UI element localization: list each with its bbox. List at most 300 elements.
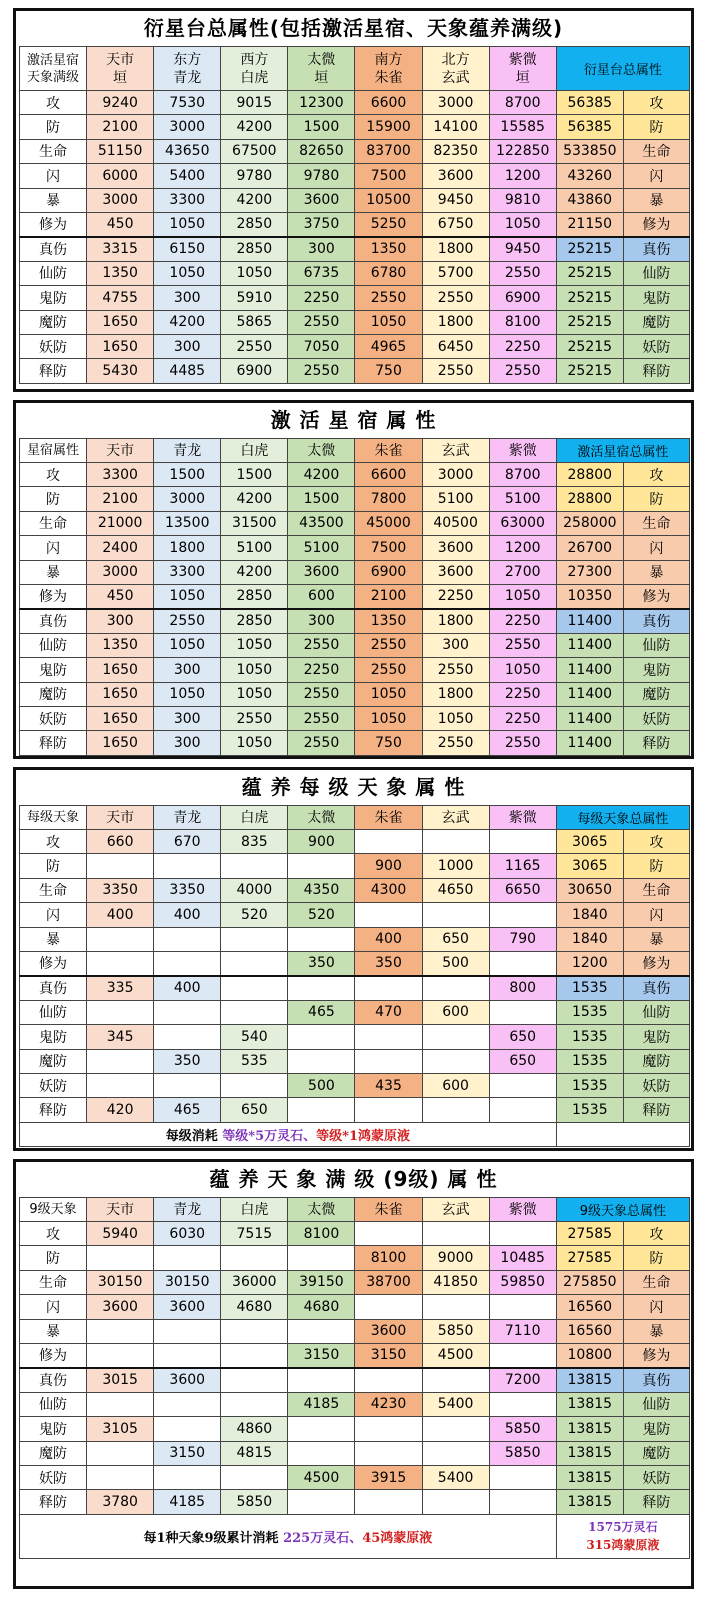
cell-taiwei bbox=[288, 1246, 355, 1270]
cell-zhuque: 15900 bbox=[355, 115, 422, 139]
row-label: 仙防 bbox=[20, 261, 87, 285]
cell-zhuque: 2550 bbox=[355, 286, 422, 310]
total-label: 暴 bbox=[623, 927, 689, 951]
total-value: 11400 bbox=[556, 731, 623, 755]
cell-tianshi: 1350 bbox=[87, 633, 154, 657]
column-header-line: 朱雀 bbox=[374, 442, 403, 459]
cell-zhuque: 900 bbox=[355, 854, 422, 878]
cell-xuanwu bbox=[422, 1490, 489, 1514]
cell-qinglong bbox=[154, 1246, 221, 1270]
cell-taiwei: 7050 bbox=[288, 334, 355, 358]
cell-qinglong: 3600 bbox=[154, 1368, 221, 1392]
cell-taiwei: 350 bbox=[288, 951, 355, 975]
total-label: 暴 bbox=[623, 560, 689, 584]
cell-qinglong: 1050 bbox=[154, 633, 221, 657]
table-row bbox=[20, 658, 690, 682]
corner-header-line: 9级天象 bbox=[29, 1202, 77, 1217]
cell-xuanwu: 2550 bbox=[422, 731, 489, 755]
cell-qinglong: 1050 bbox=[154, 261, 221, 285]
section-title: 衍星台总属性(包括激活星宿、天象蕴养满级) bbox=[143, 16, 564, 40]
section-title: 激 活 星 宿 属 性 bbox=[270, 408, 437, 432]
total-label: 真伤 bbox=[623, 237, 689, 261]
cell-taiwei bbox=[288, 854, 355, 878]
cell-xuanwu: 650 bbox=[422, 927, 489, 951]
cell-ziwei: 790 bbox=[489, 927, 556, 951]
row-label: 鬼防 bbox=[20, 286, 87, 310]
row-label: 修为 bbox=[20, 951, 87, 975]
column-header-tianshi bbox=[87, 439, 154, 463]
column-header-zhuque bbox=[355, 1198, 422, 1222]
cell-tianshi: 51150 bbox=[87, 139, 154, 163]
cell-tianshi: 1650 bbox=[87, 658, 154, 682]
total-value: 13815 bbox=[556, 1368, 623, 1392]
column-header-xuanwu bbox=[422, 47, 489, 91]
row-label: 生命 bbox=[20, 511, 87, 535]
cell-baihu: 5910 bbox=[221, 286, 288, 310]
cell-zhuque: 350 bbox=[355, 951, 422, 975]
cell-baihu: 5865 bbox=[221, 310, 288, 334]
cell-ziwei: 8100 bbox=[489, 310, 556, 334]
row-label: 暴 bbox=[20, 927, 87, 951]
total-value: 11400 bbox=[556, 658, 623, 682]
cell-zhuque: 3150 bbox=[355, 1343, 422, 1367]
column-header-zhuque bbox=[355, 439, 422, 463]
cell-xuanwu bbox=[422, 1222, 489, 1246]
corner-header bbox=[20, 439, 87, 463]
cell-xuanwu: 41850 bbox=[422, 1270, 489, 1294]
sum-header-label: 激活星宿总属性 bbox=[577, 445, 669, 460]
table-row bbox=[20, 1343, 690, 1367]
table-row bbox=[20, 584, 690, 608]
cell-taiwei bbox=[288, 976, 355, 1000]
cell-qinglong bbox=[154, 1343, 221, 1367]
total-value: 10350 bbox=[556, 584, 623, 608]
row-label: 闪 bbox=[20, 536, 87, 560]
cell-ziwei: 2550 bbox=[489, 633, 556, 657]
cell-qinglong: 4200 bbox=[154, 310, 221, 334]
cell-zhuque: 2550 bbox=[355, 633, 422, 657]
cell-zhuque: 1050 bbox=[355, 310, 422, 334]
cell-qinglong: 1050 bbox=[154, 212, 221, 236]
cell-zhuque: 6780 bbox=[355, 261, 422, 285]
cell-qinglong bbox=[154, 1073, 221, 1097]
cell-ziwei: 6650 bbox=[489, 878, 556, 902]
cell-qinglong bbox=[154, 1319, 221, 1343]
cell-tianshi: 3315 bbox=[87, 237, 154, 261]
total-value: 13815 bbox=[556, 1465, 623, 1489]
footer-row bbox=[20, 1122, 690, 1146]
attribute-table bbox=[19, 1197, 690, 1559]
cell-xuanwu: 9450 bbox=[422, 188, 489, 212]
cost-total bbox=[556, 1122, 689, 1146]
cell-tianshi: 3000 bbox=[87, 560, 154, 584]
column-header-qinglong bbox=[154, 439, 221, 463]
cell-tianshi bbox=[87, 927, 154, 951]
cell-taiwei: 2250 bbox=[288, 286, 355, 310]
total-value: 25215 bbox=[556, 359, 623, 383]
cell-baihu: 650 bbox=[221, 1098, 288, 1122]
cell-baihu: 2550 bbox=[221, 706, 288, 730]
total-label: 攻 bbox=[623, 1222, 689, 1246]
cell-xuanwu: 5400 bbox=[422, 1392, 489, 1416]
cell-baihu: 4200 bbox=[221, 487, 288, 511]
sum-header-label: 每级天象总属性 bbox=[577, 812, 669, 827]
column-header-line: 朱雀 bbox=[374, 1201, 403, 1218]
cell-taiwei: 600 bbox=[288, 584, 355, 608]
cell-ziwei: 5100 bbox=[489, 487, 556, 511]
cell-xuanwu: 3000 bbox=[422, 463, 489, 487]
cell-xuanwu: 500 bbox=[422, 951, 489, 975]
column-header-ziwei bbox=[489, 806, 556, 830]
cell-xuanwu: 6450 bbox=[422, 334, 489, 358]
total-label: 妖防 bbox=[623, 706, 689, 730]
total-label: 防 bbox=[623, 854, 689, 878]
total-value: 11400 bbox=[556, 682, 623, 706]
cell-taiwei: 8100 bbox=[288, 1222, 355, 1246]
column-header-line: 南方 bbox=[374, 51, 403, 68]
header-row bbox=[20, 1198, 690, 1222]
cell-qinglong: 4485 bbox=[154, 359, 221, 383]
cell-tianshi: 1650 bbox=[87, 682, 154, 706]
column-header-line: 垣 bbox=[515, 69, 530, 86]
cell-taiwei: 4200 bbox=[288, 463, 355, 487]
cell-baihu: 1050 bbox=[221, 633, 288, 657]
cell-ziwei: 5850 bbox=[489, 1441, 556, 1465]
column-header-line: 垣 bbox=[314, 69, 329, 86]
cell-taiwei: 3600 bbox=[288, 560, 355, 584]
total-lingshi: 1575万灵石 bbox=[588, 1520, 658, 1535]
cell-qinglong: 3000 bbox=[154, 115, 221, 139]
row-label: 鬼防 bbox=[20, 1025, 87, 1049]
cell-zhuque bbox=[355, 1490, 422, 1514]
cell-taiwei bbox=[288, 1049, 355, 1073]
total-label: 攻 bbox=[623, 830, 689, 854]
cell-baihu bbox=[221, 1073, 288, 1097]
column-header-line: 天市 bbox=[106, 442, 135, 459]
cell-zhuque: 3915 bbox=[355, 1465, 422, 1489]
total-value: 11400 bbox=[556, 706, 623, 730]
cell-qinglong: 300 bbox=[154, 334, 221, 358]
cost-note bbox=[20, 1122, 557, 1146]
cell-ziwei bbox=[489, 1295, 556, 1319]
cell-xuanwu: 2550 bbox=[422, 359, 489, 383]
cell-tianshi bbox=[87, 1000, 154, 1024]
cell-xuanwu: 9000 bbox=[422, 1246, 489, 1270]
table-row bbox=[20, 261, 690, 285]
table-row bbox=[20, 212, 690, 236]
attribute-table bbox=[19, 805, 690, 1147]
total-value: 1535 bbox=[556, 1049, 623, 1073]
cell-baihu: 540 bbox=[221, 1025, 288, 1049]
cell-taiwei: 2550 bbox=[288, 682, 355, 706]
cell-zhuque: 400 bbox=[355, 927, 422, 951]
cell-taiwei bbox=[288, 1319, 355, 1343]
total-label: 暴 bbox=[623, 188, 689, 212]
cell-xuanwu: 4500 bbox=[422, 1343, 489, 1367]
column-header-xuanwu bbox=[422, 806, 489, 830]
total-label: 仙防 bbox=[623, 633, 689, 657]
total-value: 1535 bbox=[556, 1073, 623, 1097]
column-header-xuanwu bbox=[422, 439, 489, 463]
cell-xuanwu: 3600 bbox=[422, 536, 489, 560]
column-header-line: 朱雀 bbox=[374, 69, 403, 86]
row-label: 释防 bbox=[20, 359, 87, 383]
column-header-zhuque bbox=[355, 47, 422, 91]
sum-header bbox=[556, 806, 689, 830]
row-label: 防 bbox=[20, 115, 87, 139]
cell-tianshi: 30150 bbox=[87, 1270, 154, 1294]
corner-header-line: 激活星宿 bbox=[27, 52, 80, 68]
column-header-line: 紫微 bbox=[508, 51, 537, 68]
cell-xuanwu: 3600 bbox=[422, 164, 489, 188]
column-header-taiwei bbox=[288, 1198, 355, 1222]
total-label: 攻 bbox=[623, 91, 689, 115]
cell-ziwei: 6900 bbox=[489, 286, 556, 310]
cell-xuanwu: 1000 bbox=[422, 854, 489, 878]
cell-zhuque: 750 bbox=[355, 731, 422, 755]
cell-ziwei bbox=[489, 1222, 556, 1246]
cell-zhuque bbox=[355, 976, 422, 1000]
cell-taiwei: 2550 bbox=[288, 310, 355, 334]
total-value: 3065 bbox=[556, 830, 623, 854]
cell-qinglong: 13500 bbox=[154, 511, 221, 535]
cell-baihu: 1500 bbox=[221, 463, 288, 487]
total-label: 生命 bbox=[623, 139, 689, 163]
row-label: 攻 bbox=[20, 830, 87, 854]
total-value: 10800 bbox=[556, 1343, 623, 1367]
row-label: 闪 bbox=[20, 164, 87, 188]
cell-qinglong: 6150 bbox=[154, 237, 221, 261]
total-value: 1840 bbox=[556, 903, 623, 927]
cell-ziwei bbox=[489, 1073, 556, 1097]
cell-baihu: 9015 bbox=[221, 91, 288, 115]
total-label: 闪 bbox=[623, 536, 689, 560]
corner-header-line: 每级天象 bbox=[27, 810, 80, 825]
column-header-qinglong bbox=[154, 47, 221, 91]
cell-ziwei bbox=[489, 903, 556, 927]
cell-tianshi: 3000 bbox=[87, 188, 154, 212]
cell-ziwei: 122850 bbox=[489, 139, 556, 163]
cell-ziwei bbox=[489, 1343, 556, 1367]
cell-baihu bbox=[221, 854, 288, 878]
cell-qinglong: 7530 bbox=[154, 91, 221, 115]
cell-baihu: 67500 bbox=[221, 139, 288, 163]
row-label: 真伤 bbox=[20, 1368, 87, 1392]
cell-zhuque bbox=[355, 830, 422, 854]
cell-zhuque: 1350 bbox=[355, 237, 422, 261]
total-value: 56385 bbox=[556, 115, 623, 139]
column-header-qinglong bbox=[154, 1198, 221, 1222]
column-header-line: 玄武 bbox=[441, 69, 470, 86]
cell-taiwei bbox=[288, 1441, 355, 1465]
cost-lingshi: 225万灵石 bbox=[283, 1530, 350, 1546]
cell-baihu: 5850 bbox=[221, 1490, 288, 1514]
row-label: 妖防 bbox=[20, 1073, 87, 1097]
cell-tianshi: 2100 bbox=[87, 115, 154, 139]
total-hongmeng: 315鸿蒙原液 bbox=[586, 1538, 660, 1553]
table-row bbox=[20, 1270, 690, 1294]
cell-taiwei: 465 bbox=[288, 1000, 355, 1024]
cell-zhuque: 6600 bbox=[355, 91, 422, 115]
total-label: 闪 bbox=[623, 903, 689, 927]
cell-xuanwu: 5700 bbox=[422, 261, 489, 285]
cell-taiwei: 300 bbox=[288, 609, 355, 633]
cell-zhuque: 83700 bbox=[355, 139, 422, 163]
cell-ziwei: 9450 bbox=[489, 237, 556, 261]
cell-taiwei bbox=[288, 1025, 355, 1049]
cell-tianshi: 3105 bbox=[87, 1417, 154, 1441]
row-label: 鬼防 bbox=[20, 658, 87, 682]
total-label: 生命 bbox=[623, 878, 689, 902]
cell-qinglong bbox=[154, 1000, 221, 1024]
cell-taiwei: 2550 bbox=[288, 633, 355, 657]
cell-xuanwu: 1800 bbox=[422, 310, 489, 334]
cell-ziwei: 1200 bbox=[489, 536, 556, 560]
cell-tianshi: 450 bbox=[87, 212, 154, 236]
cell-qinglong: 3000 bbox=[154, 487, 221, 511]
row-label: 闪 bbox=[20, 903, 87, 927]
cell-qinglong: 3150 bbox=[154, 1441, 221, 1465]
cell-taiwei: 4500 bbox=[288, 1465, 355, 1489]
cell-taiwei: 2550 bbox=[288, 706, 355, 730]
row-label: 释防 bbox=[20, 731, 87, 755]
total-label: 释防 bbox=[623, 731, 689, 755]
table-row bbox=[20, 463, 690, 487]
table-row bbox=[20, 511, 690, 535]
cell-xuanwu bbox=[422, 1025, 489, 1049]
cell-taiwei: 39150 bbox=[288, 1270, 355, 1294]
cell-ziwei: 2250 bbox=[489, 609, 556, 633]
cell-zhuque: 435 bbox=[355, 1073, 422, 1097]
column-header-line: 天市 bbox=[106, 51, 135, 68]
table-row bbox=[20, 237, 690, 261]
table-row bbox=[20, 609, 690, 633]
total-label: 魔防 bbox=[623, 1441, 689, 1465]
cell-taiwei: 4680 bbox=[288, 1295, 355, 1319]
cell-ziwei: 7110 bbox=[489, 1319, 556, 1343]
table-row bbox=[20, 1098, 690, 1122]
cell-ziwei bbox=[489, 830, 556, 854]
cell-zhuque: 8100 bbox=[355, 1246, 422, 1270]
attribute-table bbox=[19, 438, 690, 756]
cell-baihu: 4000 bbox=[221, 878, 288, 902]
cell-zhuque bbox=[355, 1417, 422, 1441]
column-header-ziwei bbox=[489, 1198, 556, 1222]
cell-tianshi: 4755 bbox=[87, 286, 154, 310]
row-label: 真伤 bbox=[20, 237, 87, 261]
cell-zhuque bbox=[355, 1222, 422, 1246]
cell-qinglong bbox=[154, 951, 221, 975]
cell-xuanwu: 2550 bbox=[422, 286, 489, 310]
cell-tianshi: 300 bbox=[87, 609, 154, 633]
cell-tianshi: 1350 bbox=[87, 261, 154, 285]
cell-xuanwu bbox=[422, 1368, 489, 1392]
cell-taiwei: 900 bbox=[288, 830, 355, 854]
cell-zhuque bbox=[355, 1295, 422, 1319]
cell-qinglong: 43650 bbox=[154, 139, 221, 163]
column-header-line: 太微 bbox=[307, 809, 336, 826]
sum-header bbox=[556, 47, 689, 91]
cell-baihu: 835 bbox=[221, 830, 288, 854]
cell-tianshi bbox=[87, 1441, 154, 1465]
table-row bbox=[20, 1246, 690, 1270]
total-value: 27585 bbox=[556, 1246, 623, 1270]
cell-qinglong: 6030 bbox=[154, 1222, 221, 1246]
cell-tianshi: 5940 bbox=[87, 1222, 154, 1246]
column-header-xuanwu bbox=[422, 1198, 489, 1222]
column-header-tianshi bbox=[87, 47, 154, 91]
cell-baihu: 2850 bbox=[221, 212, 288, 236]
table-row bbox=[20, 951, 690, 975]
row-label: 攻 bbox=[20, 91, 87, 115]
total-label: 鬼防 bbox=[623, 286, 689, 310]
cell-taiwei bbox=[288, 1490, 355, 1514]
cell-qinglong: 1050 bbox=[154, 584, 221, 608]
cell-zhuque: 1050 bbox=[355, 682, 422, 706]
total-value: 1535 bbox=[556, 976, 623, 1000]
column-header-line: 太微 bbox=[307, 51, 336, 68]
total-value: 25215 bbox=[556, 237, 623, 261]
cell-baihu bbox=[221, 1392, 288, 1416]
total-value: 13815 bbox=[556, 1392, 623, 1416]
row-label: 修为 bbox=[20, 212, 87, 236]
total-label: 修为 bbox=[623, 212, 689, 236]
total-label: 释防 bbox=[623, 1490, 689, 1514]
cell-xuanwu: 5850 bbox=[422, 1319, 489, 1343]
cell-baihu bbox=[221, 1343, 288, 1367]
cell-taiwei: 3600 bbox=[288, 188, 355, 212]
cell-qinglong: 2550 bbox=[154, 609, 221, 633]
cell-xuanwu: 2250 bbox=[422, 584, 489, 608]
cell-ziwei: 800 bbox=[489, 976, 556, 1000]
row-label: 仙防 bbox=[20, 1392, 87, 1416]
cell-taiwei: 82650 bbox=[288, 139, 355, 163]
column-header-line: 太微 bbox=[307, 442, 336, 459]
cell-baihu: 2850 bbox=[221, 584, 288, 608]
total-label: 生命 bbox=[623, 1270, 689, 1294]
cell-tianshi: 400 bbox=[87, 903, 154, 927]
total-label: 释防 bbox=[623, 359, 689, 383]
row-label: 防 bbox=[20, 487, 87, 511]
cell-baihu: 4860 bbox=[221, 1417, 288, 1441]
table-row bbox=[20, 731, 690, 755]
total-value: 21150 bbox=[556, 212, 623, 236]
attribute-table bbox=[19, 46, 690, 384]
cost-separator: 、 bbox=[349, 1530, 363, 1546]
total-label: 真伤 bbox=[623, 1368, 689, 1392]
total-label: 仙防 bbox=[623, 1392, 689, 1416]
cell-ziwei: 2700 bbox=[489, 560, 556, 584]
cell-xuanwu: 600 bbox=[422, 1000, 489, 1024]
cost-note bbox=[20, 1514, 557, 1558]
row-label: 仙防 bbox=[20, 633, 87, 657]
cell-baihu: 520 bbox=[221, 903, 288, 927]
total-value: 1535 bbox=[556, 1025, 623, 1049]
row-label: 魔防 bbox=[20, 310, 87, 334]
table-row bbox=[20, 633, 690, 657]
total-value: 258000 bbox=[556, 511, 623, 535]
corner-header bbox=[20, 1198, 87, 1222]
cell-tianshi: 1650 bbox=[87, 334, 154, 358]
header-row bbox=[20, 806, 690, 830]
row-label: 生命 bbox=[20, 139, 87, 163]
cell-zhuque bbox=[355, 1049, 422, 1073]
cell-tianshi: 1650 bbox=[87, 706, 154, 730]
column-header-line: 白虎 bbox=[240, 1201, 269, 1218]
cell-xuanwu bbox=[422, 830, 489, 854]
table-row bbox=[20, 487, 690, 511]
total-label: 鬼防 bbox=[623, 658, 689, 682]
